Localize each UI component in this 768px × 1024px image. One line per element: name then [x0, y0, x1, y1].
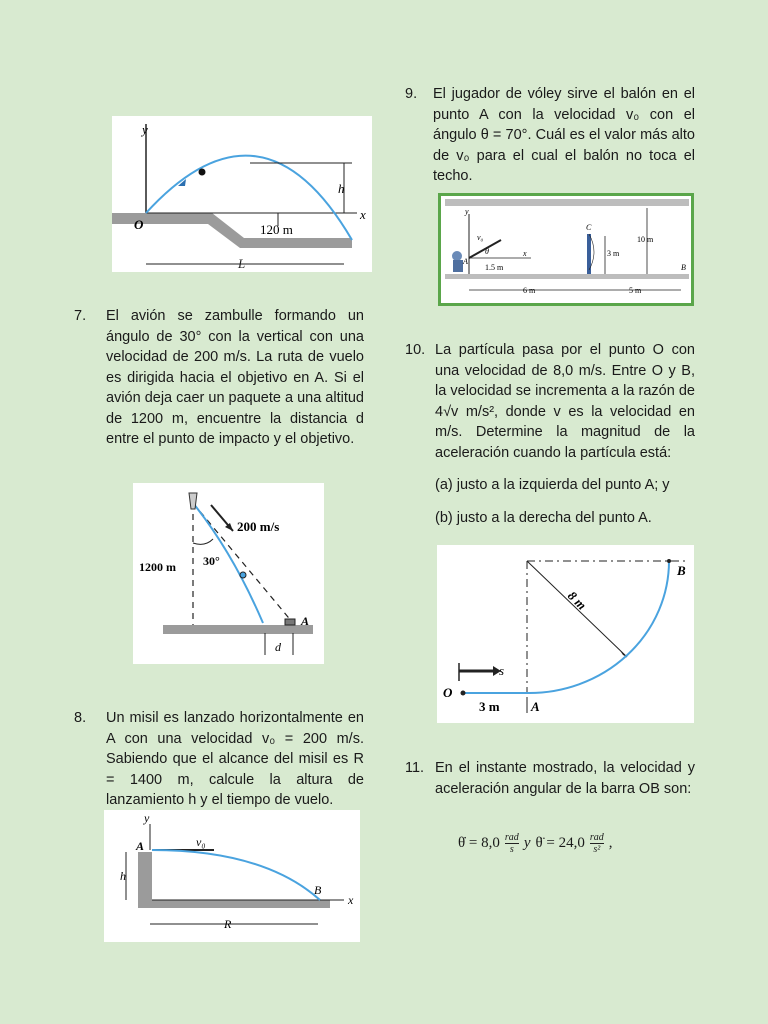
radius-label: 8 m: [564, 588, 590, 613]
missile-h-label: h: [120, 869, 126, 883]
problem-11-equation: [458, 832, 694, 855]
y-axis-label: y: [142, 122, 148, 137]
problem-7-number: 7.: [74, 308, 87, 324]
problem-11-text: En el instante mostrado, la velocidad y aceleración angular de la barra OB son:: [435, 760, 695, 797]
speed-label: 200 m/s: [237, 519, 280, 534]
theta-dot-unit-den: s: [509, 844, 514, 855]
figure-volleyball: [438, 193, 694, 306]
altitude-label: 1200 m: [139, 560, 176, 574]
theta-ddot: θ̈ = 24,0: [535, 835, 585, 851]
track-B-label: B: [677, 563, 686, 578]
missile-R-label: R: [224, 917, 232, 931]
problem-10: [405, 340, 695, 528]
problem-9-text: El jugador de vóley sirve el balón en el punto A con la velocidad v₀ con el ángulo θ = 70°. Cuál es el valor más alto de v₀ para el cual el balón no toca el techo.: [433, 86, 695, 184]
problem-8: [74, 708, 364, 811]
volley-A-label: A: [463, 257, 468, 266]
track-A-label: A: [531, 699, 540, 714]
figure-missile: [104, 810, 360, 942]
angle-label: 30°: [203, 554, 220, 568]
theta-ddot-unit-den: s²: [593, 844, 601, 855]
problem-10-part-a: (a) justo a la izquierda del punto A; y: [435, 477, 670, 493]
theta-ddot-unit-num: rad: [589, 832, 604, 843]
track-3m-label: 3 m: [479, 699, 500, 714]
volley-C-label: C: [586, 223, 592, 232]
volley-y-label: y: [465, 207, 469, 216]
origin-label: O: [134, 217, 144, 232]
length-L-label: L: [238, 256, 246, 271]
problem-10-part-b: (b) justo a la derecha del punto A.: [435, 509, 652, 526]
problem-8-number: 8.: [74, 710, 87, 726]
problem-11: [405, 758, 695, 799]
figure-track: [437, 545, 694, 723]
figure-plane-dive: [133, 483, 324, 664]
problem-10-text: La partícula pasa por el punto O con una velocidad de 8,0 m/s. Entre O y B, la velocidad se incrementa a la razón de 4√v m/s², donde v es la velocidad en m/s. Determine la magnitud de la aceleración cuando la partícula está:: [435, 342, 695, 461]
missile-x-label: x: [348, 893, 354, 907]
distance-120-label: 120 m: [260, 222, 293, 237]
track-s-label: s: [499, 663, 505, 678]
volley-6m-label: 6 m: [523, 286, 536, 295]
figure-projectile-slope: [112, 116, 372, 272]
problem-9: [405, 84, 695, 187]
problem-10-number: 10.: [405, 342, 426, 358]
missile-B-label: B: [314, 883, 322, 897]
volley-theta-label: θ: [485, 247, 489, 256]
problem-7-text: El avión se zambulle formando un ángulo de 30° con la vertical con una velocidad de 200 m/s. La ruta de vuelo es dirigida hacia el objetivo en A. Si el avión deja caer un paquete a una altitud de 1200 m, encuentre la distancia d entre el punto de impacto y el objetivo.: [106, 308, 364, 447]
missile-v0-label: v₀: [196, 835, 206, 849]
height-label: h: [338, 181, 345, 196]
theta-dot: θ̇ = 8,0: [458, 835, 500, 851]
volley-5m-label: 5 m: [629, 286, 642, 295]
track-O-label: O: [443, 685, 453, 700]
problem-9-number: 9.: [405, 86, 418, 102]
volley-B-label: B: [681, 263, 686, 272]
problem-11-number: 11.: [405, 760, 425, 776]
x-axis-label: x: [360, 207, 366, 222]
missile-A-label: A: [136, 839, 145, 853]
volley-v0-label: v₀: [477, 233, 484, 242]
distance-d-label: d: [275, 640, 281, 654]
volley-x-label: x: [523, 249, 527, 258]
problem-8-text: Un misil es lanzado horizontalmente en A con una velocidad v₀ = 200 m/s. Sabiendo que el alcance del misil es R = 1400 m, calcule la altura de lanzamiento h y el tiempo de vuelo.: [106, 710, 364, 808]
volley-10m-label: 10 m: [637, 235, 654, 244]
problem-7: [74, 306, 364, 450]
equation-conjunction: y: [523, 835, 531, 851]
theta-dot-unit-num: rad: [504, 832, 519, 843]
missile-y-label: y: [144, 811, 150, 825]
target-A-label: A: [301, 614, 310, 628]
equation-trailing-comma: ,: [608, 835, 613, 851]
volley-1.5m-label: 1.5 m: [485, 263, 504, 272]
volley-3m-label: 3 m: [607, 249, 620, 258]
